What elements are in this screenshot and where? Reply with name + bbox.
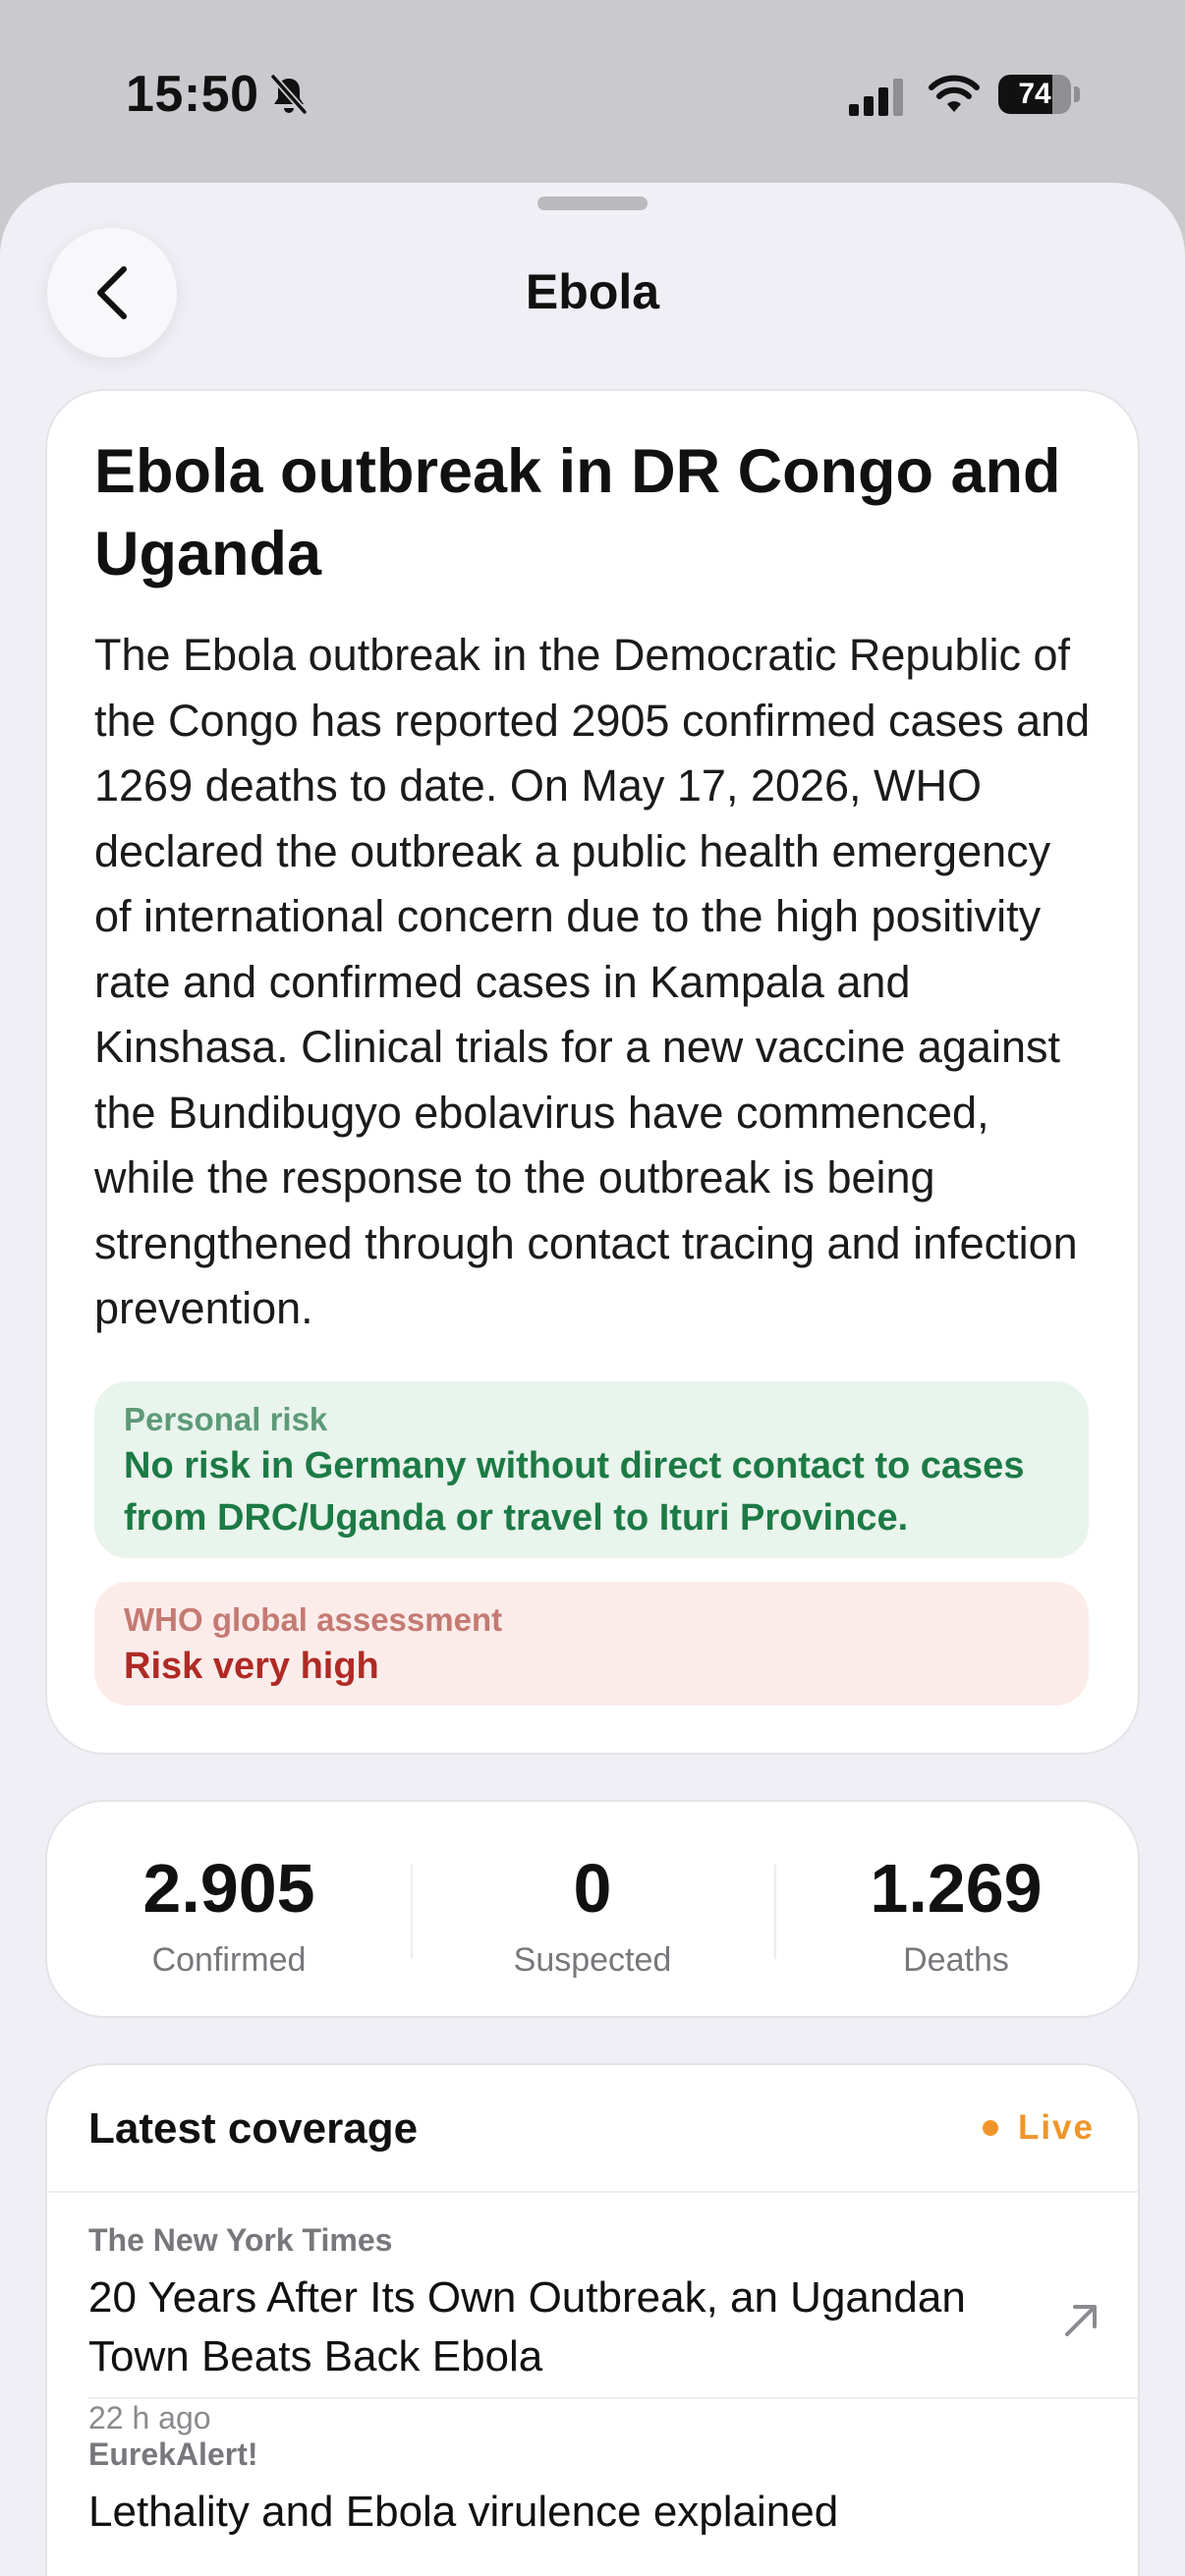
outbreak-summary: The Ebola outbreak in the Democratic Republic of the Congo has reported 2905 confirmed cases and 1269 deaths to date. On May 17, 2026, WHO declared the outbreak a public health emergency of international concern due to the high positivity rate and confirmed cases in Kampala and Kinshasa. Clinical trials for a new vaccine against the Bundibugyo ebolavirus have commenced, while the response to the outbreak is being strengthened through contact tracing and infection prevention. [94, 630, 1091, 1333]
coverage-title: Latest coverage [88, 2104, 419, 2153]
article-time: 22 h ago [88, 2400, 211, 2436]
live-dot-icon [983, 2120, 998, 2136]
stat-label: Confirmed [151, 1941, 307, 1979]
article-source: EurekAlert! [88, 2436, 258, 2472]
cellular-signal-icon [849, 79, 904, 116]
divider [47, 2191, 1138, 2193]
news-article-item[interactable] [88, 2222, 1100, 2436]
article-title: Lethality and Ebola virulence explained [88, 2488, 839, 2536]
detail-sheet [0, 183, 1185, 2576]
who-assessment-value: Risk very high [124, 1646, 379, 1687]
wifi-icon [928, 73, 981, 116]
article-title: 20 Years After Its Own Outbreak, an Ugandan Town Beats Back Ebola [88, 2273, 966, 2380]
status-bar [0, 0, 1185, 187]
personal-risk-value: No risk in Germany without direct contact to cases from DRC/Uganda or travel to Ituri Province. [124, 1445, 1025, 1539]
article-source: The New York Times [88, 2222, 393, 2258]
battery-icon [998, 75, 1081, 116]
outbreak-headline: Ebola outbreak in DR Congo and Uganda [94, 437, 1061, 588]
who-assessment-box [94, 1582, 1089, 1706]
stat-label: Suspected [513, 1941, 672, 1979]
external-link-arrow-icon[interactable] [1061, 2301, 1100, 2340]
stats-card [47, 1802, 1138, 2016]
stat-deaths [774, 1802, 1138, 2016]
coverage-card [47, 2065, 1138, 2576]
summary-card [47, 391, 1138, 1753]
stat-value: 2.905 [142, 1850, 315, 1927]
personal-risk-box [94, 1381, 1089, 1558]
battery-percent: 74 [1018, 78, 1051, 110]
stat-suspected [411, 1802, 774, 2016]
divider [88, 2397, 1138, 2399]
stat-label: Deaths [903, 1941, 1009, 1979]
stat-value: 1.269 [870, 1850, 1043, 1927]
live-label: Live [1017, 2108, 1095, 2147]
live-indicator [983, 2108, 1095, 2148]
bell-slash-icon [267, 73, 310, 116]
news-article-item[interactable] [88, 2436, 1100, 2542]
stat-value: 0 [573, 1850, 612, 1927]
page-title: Ebola [525, 264, 660, 319]
who-assessment-label: WHO global assessment [124, 1601, 503, 1638]
sheet-grabber[interactable] [537, 196, 648, 210]
stat-confirmed [47, 1802, 411, 2016]
personal-risk-label: Personal risk [124, 1401, 328, 1437]
status-time: 15:50 [126, 66, 259, 123]
